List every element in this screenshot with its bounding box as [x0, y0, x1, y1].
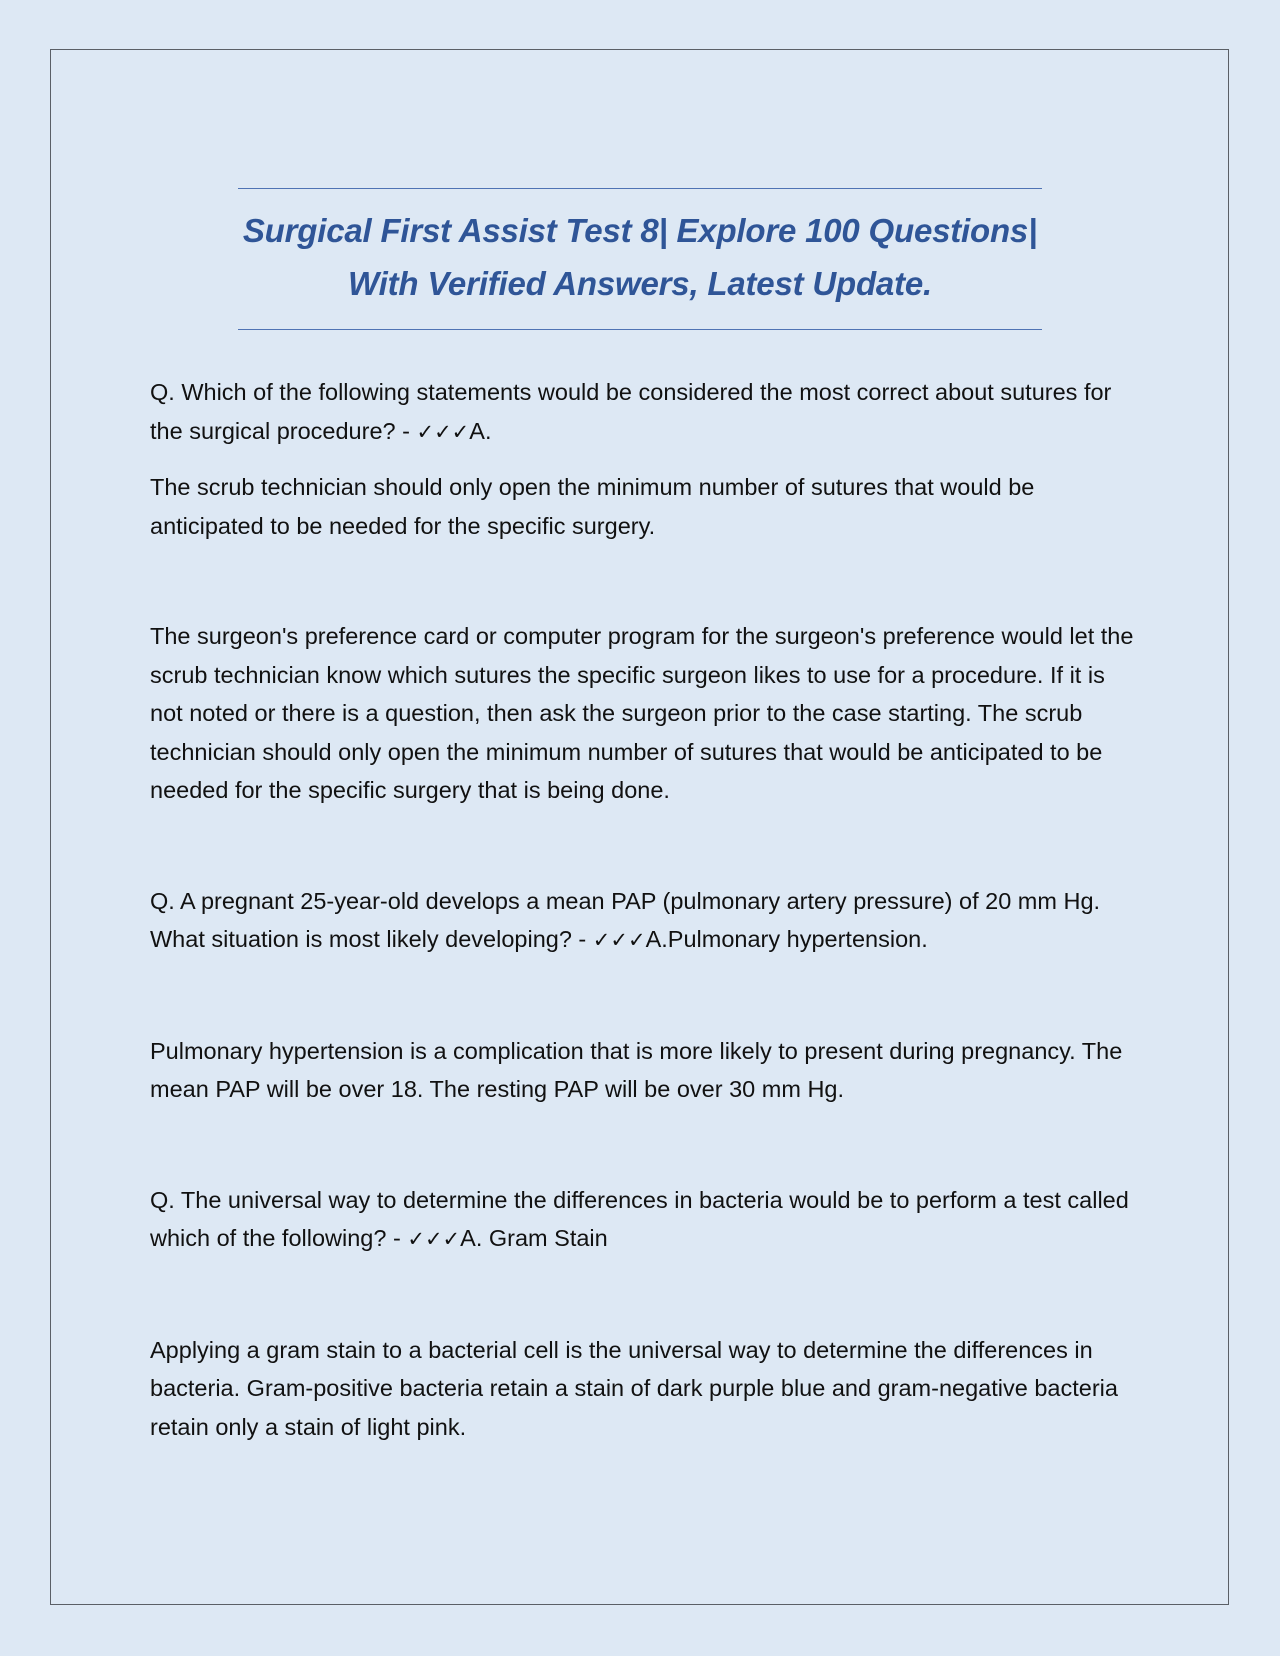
title-line-1: Surgical First Assist Test 8| Explore 100 Questions|: [242, 212, 1038, 249]
answer-2: A.Pulmonary hypertension.: [645, 926, 928, 952]
check-marks-icon: ✓✓✓: [407, 1227, 461, 1251]
check-marks-icon: ✓✓✓: [592, 928, 646, 952]
explanation-1: The surgeon's preference card or computer program for the surgeon's preference would let the scrub technician know which sutures the specific surgeon likes to use for a procedure. If it is not noted or there is a question, then ask the surgeon prior to the case starting. The scrub technician should only open the minimum number of sutures that would be anticipated to be needed for the specific surgery that is being done.: [150, 623, 1134, 803]
document-body: [150, 373, 1140, 1446]
question-2: [150, 882, 1140, 960]
title-bottom-rule: [238, 329, 1042, 330]
question-1: [150, 373, 1140, 451]
document-title: [238, 189, 1042, 329]
check-marks-icon: ✓✓✓: [416, 419, 470, 444]
answer-1-detail: The scrub technician should only open the minimum number of sutures that would be anticipated to be needed for the specific surgery.: [150, 474, 1035, 539]
answer-1: A.: [469, 417, 492, 444]
explanation-3: Applying a gram stain to a bacterial cell is the universal way to determine the differences in bacteria. Gram-positive bacteria retain a stain of dark purple blue and gram-negative bacteria retain only a stain of light pink.: [150, 1336, 1118, 1440]
explanation-2: Pulmonary hypertension is a complication that is more likely to present during pregnancy. The mean PAP will be over 18. The resting PAP will be over 30 mm Hg.: [150, 1037, 1123, 1102]
title-block: [238, 188, 1042, 330]
question-3-text: Q. The universal way to determine the differences in bacteria would be to perform a test called which of the following? -: [150, 1186, 1129, 1251]
question-1-text: Q. Which of the following statements would be considered the most correct about sutures for the surgical procedure? -: [150, 379, 1112, 444]
question-3: [150, 1181, 1140, 1259]
question-2-text: Q. A pregnant 25-year-old develops a mean PAP (pulmonary artery pressure) of 20 mm Hg. What situation is most likely developing? -: [150, 887, 1101, 952]
title-line-2: With Verified Answers, Latest Update.: [348, 265, 932, 302]
answer-3: A. Gram Stain: [460, 1225, 608, 1251]
